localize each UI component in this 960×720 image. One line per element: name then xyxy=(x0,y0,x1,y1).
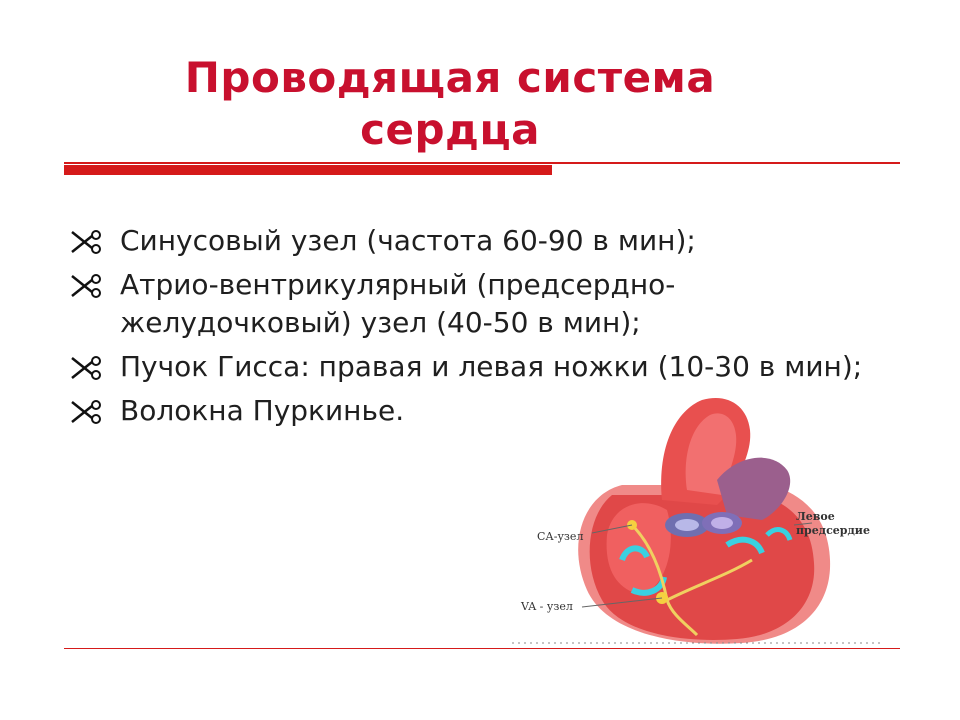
title-rule-thin xyxy=(64,162,900,164)
label-sa-node: СА-узел xyxy=(537,530,584,543)
scissors-icon xyxy=(70,228,104,256)
slide-title xyxy=(60,52,840,156)
label-av-node: VA - узел xyxy=(521,600,573,613)
bullet-text: Атрио-вентрикулярный (предсердно-желудочковый) узел (40-50 в мин); xyxy=(120,268,676,339)
title-line-1: Проводящая система xyxy=(184,53,716,102)
list-item xyxy=(70,222,900,260)
list-item xyxy=(70,348,900,386)
bullet-text: Пучок Гисса: правая и левая ножки (10-30 в мин); xyxy=(120,350,863,383)
list-item xyxy=(70,266,900,342)
bullet-text: Волокна Пуркинье. xyxy=(120,394,405,427)
scissors-icon xyxy=(70,272,104,300)
title-line-2: сердца xyxy=(360,105,540,154)
title-rule-thick xyxy=(64,165,552,175)
footer-rule xyxy=(64,648,900,649)
scissors-icon xyxy=(70,398,104,426)
scissors-icon xyxy=(70,354,104,382)
bullet-text: Синусовый узел (частота 60-90 в мин); xyxy=(120,224,696,257)
label-left-atrium: Левое предсердие xyxy=(796,510,870,537)
